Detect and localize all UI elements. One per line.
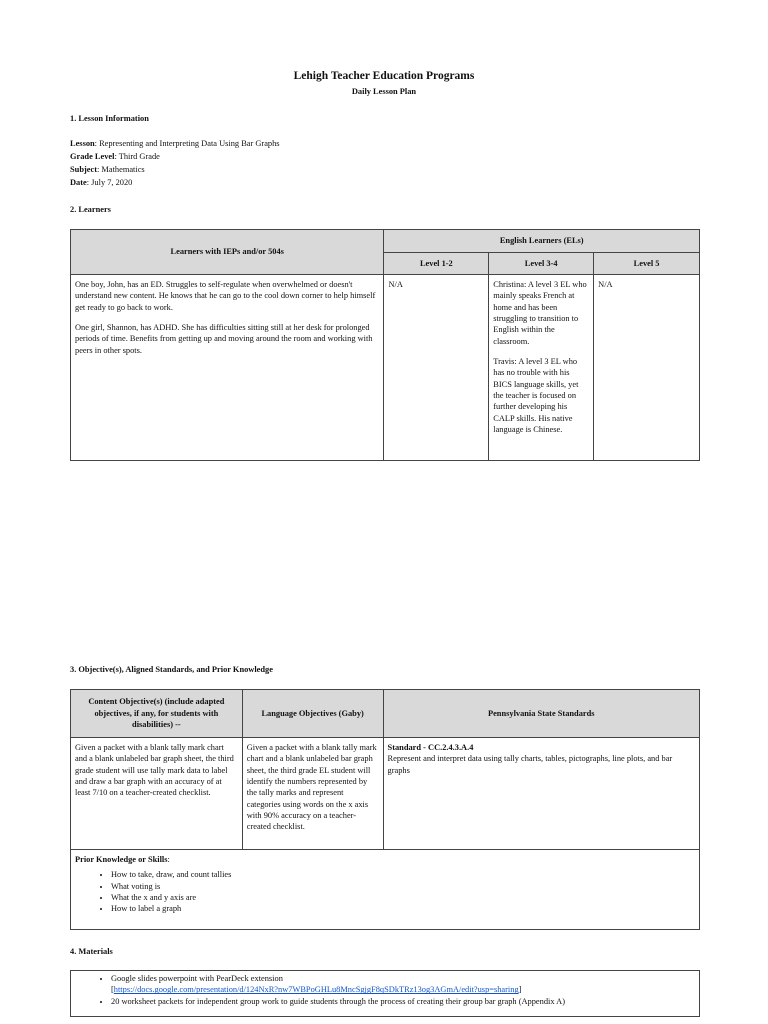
materials-list bbox=[75, 973, 695, 1007]
section-heading-objectives: 3. Objective(s), Aligned Standards, and Prior Knowledge bbox=[70, 665, 273, 674]
list-item: • What voting is bbox=[111, 881, 695, 892]
list-item bbox=[111, 973, 695, 996]
section-heading-materials: 4. Materials bbox=[70, 947, 113, 956]
list-item: • How to take, draw, and count tallies bbox=[111, 869, 695, 880]
lesson-label: Lesson bbox=[70, 139, 95, 148]
subject-label: Subject bbox=[70, 165, 97, 174]
objectives-table bbox=[70, 689, 700, 930]
list-item: • What the x and y axis are bbox=[111, 892, 695, 903]
section-heading-lesson-info: 1. Lesson Information bbox=[70, 114, 149, 123]
list-item: • How to label a graph bbox=[111, 903, 695, 914]
iep-cell bbox=[71, 275, 384, 461]
standard-description: Represent and interpret data using tally charts, tables, pictographs, line plots, and bar graphs bbox=[387, 754, 673, 775]
standard-label: Standard - CC.2.4.3.A.4 bbox=[387, 743, 474, 752]
header-language-objectives: Language Objectives (Gaby) bbox=[242, 690, 383, 738]
header-level-5: Level 5 bbox=[594, 253, 700, 275]
subject-value: : Mathematics bbox=[97, 165, 145, 174]
date-label: Date bbox=[70, 178, 87, 187]
iep-paragraph-2: One girl, Shannon, has ADHD. She has difficulties sitting still at her desk for prolonged periods of time. Benefits from getting up and moving around the room and working with peers in other spots. bbox=[75, 323, 373, 355]
iep-paragraph-1: One boy, John, has an ED. Struggles to self-regulate when overwhelmed or doesn't understand new content. He knows that he can go to the cool down corner to help himself get ready to go back to work. bbox=[75, 280, 376, 312]
grade-label: Grade Level bbox=[70, 152, 115, 161]
section-heading-learners: 2. Learners bbox=[70, 205, 111, 214]
level-5-cell: N/A bbox=[594, 275, 700, 461]
prior-knowledge-label: Prior Knowledge or Skills bbox=[75, 855, 168, 864]
prior-knowledge-list bbox=[75, 869, 695, 914]
level-1-2-cell: N/A bbox=[384, 275, 489, 461]
materials-table bbox=[70, 970, 700, 1017]
header-content-objectives: Content Objective(s) (include adapted objectives, if any, for students with disabilities) -- bbox=[71, 690, 243, 738]
content-objective-cell: Given a packet with a blank tally mark chart and a blank unlabeled bar graph sheet, the third grade student will use tally mark data to label and draw a bar graph with an accuracy of at least 7/10 on a teacher-created checklist. bbox=[71, 738, 243, 850]
learners-table bbox=[70, 229, 700, 461]
prior-knowledge-colon: : bbox=[167, 855, 170, 864]
subject-line bbox=[70, 164, 145, 175]
header-level-1-2: Level 1-2 bbox=[384, 253, 489, 275]
header-ieps: Learners with IEPs and/or 504s bbox=[71, 230, 384, 275]
page-title: Lehigh Teacher Education Programs bbox=[293, 70, 475, 82]
grade-value: : Third Grade bbox=[114, 152, 160, 161]
standards-cell bbox=[383, 738, 699, 850]
grade-line bbox=[70, 151, 160, 162]
materials-cell bbox=[71, 971, 700, 1017]
level-3-4-paragraph-2: Travis: A level 3 EL who has no trouble with his BICS language skills, yet the teacher is focused on further developing his CALP skills. His native language is Chinese. bbox=[493, 357, 579, 435]
level-3-4-cell bbox=[489, 275, 594, 461]
level-3-4-paragraph-1: Christina: A level 3 EL who mainly speaks French at home and has been struggling to transition to English within the classroom. bbox=[493, 280, 587, 346]
material-slides-text: Google slides powerpoint with PearDeck extension bbox=[111, 974, 283, 983]
prior-knowledge-cell bbox=[71, 850, 700, 930]
lesson-line bbox=[70, 138, 280, 149]
link-close-bracket: ] bbox=[518, 985, 522, 995]
date-value: : July 7, 2020 bbox=[86, 178, 133, 187]
header-els: English Learners (ELs) bbox=[384, 230, 700, 253]
date-line bbox=[70, 177, 132, 188]
slides-link[interactable]: https://docs.google.com/presentation/d/124NxR?nw7WBPoGHLu8MncSgjgF8qSDkTRz13og3AGmA/edit?usp=sharing bbox=[113, 985, 519, 995]
header-state-standards: Pennsylvania State Standards bbox=[383, 690, 699, 738]
header-level-3-4: Level 3-4 bbox=[489, 253, 594, 275]
list-item: • 20 worksheet packets for independent group work to guide students through the process of creating their group bar graph (Appendix A) bbox=[111, 996, 695, 1007]
link-open-bracket: [ bbox=[111, 985, 114, 995]
page-subtitle: Daily Lesson Plan bbox=[351, 87, 417, 96]
lesson-value: : Representing and Interpreting Data Using Bar Graphs bbox=[94, 139, 280, 148]
language-objective-cell: Given a packet with a blank tally mark chart and a blank unlabeled bar graph sheet, the third grade EL student will identify the numbers represented by the tally marks and represent categories using words on the x axis with 90% accuracy on a teacher-created checklist. bbox=[242, 738, 383, 850]
